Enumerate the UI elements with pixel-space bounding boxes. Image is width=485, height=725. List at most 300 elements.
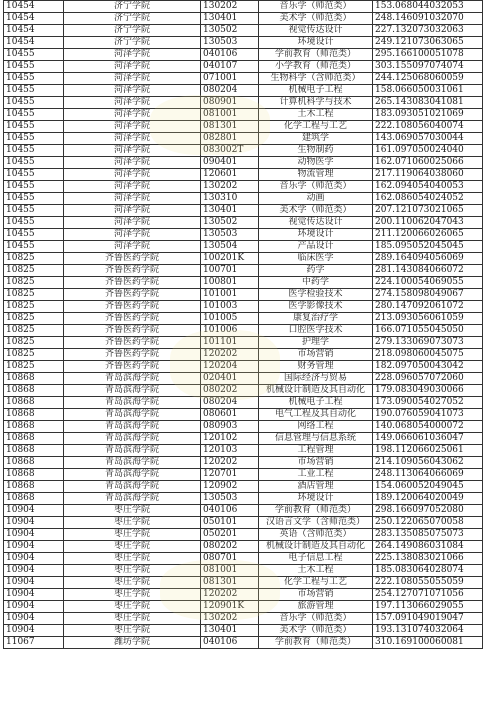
- major-code: 120901K: [201, 601, 259, 613]
- table-row: [4, 73, 483, 85]
- major-code: 080204: [201, 85, 259, 97]
- score-value: 183.093051021069: [373, 109, 483, 121]
- major-code: 100201K: [201, 253, 259, 265]
- major-code: 040107: [201, 61, 259, 73]
- major-name: 口腔医学技术: [259, 325, 373, 337]
- school-code: 10868: [4, 457, 64, 469]
- major-name: 生物制药: [259, 145, 373, 157]
- major-name: 工程管理: [259, 445, 373, 457]
- school-code: 10455: [4, 121, 64, 133]
- score-value: 217.119064038060: [373, 169, 483, 181]
- school-name: 枣庄学院: [64, 505, 201, 517]
- school-name: 齐鲁医药学院: [64, 301, 201, 313]
- table-row: [4, 205, 483, 217]
- major-name: 市场营销: [259, 589, 373, 601]
- table-row: [4, 517, 483, 529]
- major-name: 工业工程: [259, 469, 373, 481]
- school-code: 10868: [4, 481, 64, 493]
- major-name: 物流管理: [259, 169, 373, 181]
- school-name: 青岛滨海学院: [64, 433, 201, 445]
- major-code: 081301: [201, 577, 259, 589]
- major-code: 120601: [201, 169, 259, 181]
- major-code: 130503: [201, 493, 259, 505]
- table-row: [4, 145, 483, 157]
- table-row: [4, 361, 483, 373]
- school-code: 10455: [4, 157, 64, 169]
- score-value: 279.133069073073: [373, 337, 483, 349]
- score-value: 189.120064020049: [373, 493, 483, 505]
- school-name: 济宁学院: [64, 37, 201, 49]
- school-name: 菏泽学院: [64, 181, 201, 193]
- school-name: 济宁学院: [64, 1, 201, 13]
- major-name: 计算机科学与技术: [259, 97, 373, 109]
- school-code: 10825: [4, 325, 64, 337]
- major-code: 120103: [201, 445, 259, 457]
- major-name: 医学检验技术: [259, 289, 373, 301]
- table-row: [4, 241, 483, 253]
- major-code: 090401: [201, 157, 259, 169]
- major-name: 视觉传达设计: [259, 25, 373, 37]
- school-code: 10455: [4, 97, 64, 109]
- school-code: 10455: [4, 193, 64, 205]
- major-code: 080701: [201, 553, 259, 565]
- school-code: 10904: [4, 565, 64, 577]
- school-name: 枣庄学院: [64, 541, 201, 553]
- major-name: 信息管理与信息系统: [259, 433, 373, 445]
- major-code: 080901: [201, 97, 259, 109]
- score-value: 161.097050024040: [373, 145, 483, 157]
- school-code: 10825: [4, 301, 64, 313]
- major-code: 081001: [201, 565, 259, 577]
- table-row: [4, 601, 483, 613]
- school-name: 齐鲁医药学院: [64, 361, 201, 373]
- major-code: 101005: [201, 313, 259, 325]
- table-row: [4, 13, 483, 25]
- table-row: [4, 277, 483, 289]
- table-row: [4, 121, 483, 133]
- school-name: 菏泽学院: [64, 133, 201, 145]
- major-name: 建筑学: [259, 133, 373, 145]
- major-name: 临床医学: [259, 253, 373, 265]
- major-name: 音乐学（师范类）: [259, 1, 373, 13]
- score-value: 214.109056043062: [373, 457, 483, 469]
- score-value: 197.113066029055: [373, 601, 483, 613]
- school-code: 10455: [4, 133, 64, 145]
- school-name: 菏泽学院: [64, 73, 201, 85]
- major-code: 101001: [201, 289, 259, 301]
- school-code: 10454: [4, 13, 64, 25]
- score-value: 310.169100060081: [373, 637, 483, 649]
- score-value: 154.060052049045: [373, 481, 483, 493]
- score-value: 303.155097074074: [373, 61, 483, 73]
- table-row: [4, 349, 483, 361]
- table-row: [4, 49, 483, 61]
- major-code: 120202: [201, 589, 259, 601]
- school-code: 10904: [4, 541, 64, 553]
- major-name: 机械电子工程: [259, 397, 373, 409]
- score-value: 211.120066026065: [373, 229, 483, 241]
- major-name: 动物医学: [259, 157, 373, 169]
- major-name: 医学影像技术: [259, 301, 373, 313]
- score-value: 166.071055045050: [373, 325, 483, 337]
- major-name: 环境设计: [259, 493, 373, 505]
- admission-table-container: [3, 0, 482, 649]
- score-value: 190.076059041073: [373, 409, 483, 421]
- school-code: 10868: [4, 385, 64, 397]
- score-value: 207.121073021065: [373, 205, 483, 217]
- table-row: [4, 397, 483, 409]
- major-code: 080204: [201, 397, 259, 409]
- table-row: [4, 637, 483, 649]
- table-row: [4, 313, 483, 325]
- major-name: 学前教育（师范类）: [259, 505, 373, 517]
- score-value: 274.158098049067: [373, 289, 483, 301]
- school-code: 10455: [4, 241, 64, 253]
- score-value: 250.122065070058: [373, 517, 483, 529]
- school-name: 青岛滨海学院: [64, 457, 201, 469]
- major-code: 050201: [201, 529, 259, 541]
- score-value: 157.091049019047: [373, 613, 483, 625]
- score-value: 283.135085075073: [373, 529, 483, 541]
- school-code: 10825: [4, 349, 64, 361]
- major-code: 130502: [201, 217, 259, 229]
- major-name: 市场营销: [259, 349, 373, 361]
- major-name: 音乐学（师范类）: [259, 613, 373, 625]
- table-row: [4, 613, 483, 625]
- major-code: 130504: [201, 241, 259, 253]
- major-name: 英语（含师范类）: [259, 529, 373, 541]
- major-code: 050101: [201, 517, 259, 529]
- school-name: 青岛滨海学院: [64, 385, 201, 397]
- score-value: 162.071060025066: [373, 157, 483, 169]
- major-code: 130503: [201, 229, 259, 241]
- school-code: 10455: [4, 169, 64, 181]
- major-code: 130401: [201, 205, 259, 217]
- table-row: [4, 565, 483, 577]
- major-name: 中药学: [259, 277, 373, 289]
- school-code: 10904: [4, 589, 64, 601]
- score-value: 295.166100051078: [373, 49, 483, 61]
- school-code: 10455: [4, 85, 64, 97]
- table-row: [4, 229, 483, 241]
- major-code: 130401: [201, 13, 259, 25]
- major-name: 机械设计制造及其自动化: [259, 385, 373, 397]
- table-row: [4, 373, 483, 385]
- table-row: [4, 505, 483, 517]
- school-code: 10904: [4, 625, 64, 637]
- major-code: 120202: [201, 349, 259, 361]
- school-code: 10904: [4, 517, 64, 529]
- score-value: 227.132073032063: [373, 25, 483, 37]
- school-name: 齐鲁医药学院: [64, 253, 201, 265]
- school-name: 枣庄学院: [64, 613, 201, 625]
- score-value: 228.096057072060: [373, 373, 483, 385]
- score-value: 162.094054040053: [373, 181, 483, 193]
- major-name: 国际经济与贸易: [259, 373, 373, 385]
- major-name: 化学工程与工艺: [259, 577, 373, 589]
- score-value: 185.083064028074: [373, 565, 483, 577]
- score-value: 225.138083021066: [373, 553, 483, 565]
- school-code: 10454: [4, 25, 64, 37]
- school-code: 10825: [4, 265, 64, 277]
- score-value: 289.164094056069: [373, 253, 483, 265]
- score-value: 173.090054027052: [373, 397, 483, 409]
- major-name: 药学: [259, 265, 373, 277]
- school-code: 10454: [4, 37, 64, 49]
- major-code: 120204: [201, 361, 259, 373]
- school-code: 10904: [4, 505, 64, 517]
- school-code: 10455: [4, 229, 64, 241]
- table-row: [4, 529, 483, 541]
- school-name: 济宁学院: [64, 25, 201, 37]
- school-name: 青岛滨海学院: [64, 481, 201, 493]
- school-code: 10904: [4, 577, 64, 589]
- table-row: [4, 493, 483, 505]
- table-row: [4, 181, 483, 193]
- major-name: 环境设计: [259, 37, 373, 49]
- table-row: [4, 97, 483, 109]
- major-code: 082801: [201, 133, 259, 145]
- school-name: 齐鲁医药学院: [64, 325, 201, 337]
- school-name: 菏泽学院: [64, 61, 201, 73]
- score-value: 179.083049030066: [373, 385, 483, 397]
- major-name: 财务管理: [259, 361, 373, 373]
- table-row: [4, 337, 483, 349]
- score-value: 248.146091032070: [373, 13, 483, 25]
- table-row: [4, 433, 483, 445]
- table-row: [4, 289, 483, 301]
- school-code: 10455: [4, 217, 64, 229]
- school-code: 10904: [4, 613, 64, 625]
- table-row: [4, 577, 483, 589]
- major-name: 康复治疗学: [259, 313, 373, 325]
- score-value: 298.166097052080: [373, 505, 483, 517]
- major-name: 电气工程及其自动化: [259, 409, 373, 421]
- school-code: 10825: [4, 277, 64, 289]
- major-name: 视觉传达设计: [259, 217, 373, 229]
- school-name: 菏泽学院: [64, 217, 201, 229]
- school-code: 10904: [4, 553, 64, 565]
- major-code: 130310: [201, 193, 259, 205]
- table-row: [4, 265, 483, 277]
- table-row: [4, 589, 483, 601]
- school-name: 齐鲁医药学院: [64, 337, 201, 349]
- school-code: 10455: [4, 181, 64, 193]
- score-value: 254.127071071056: [373, 589, 483, 601]
- school-name: 枣庄学院: [64, 553, 201, 565]
- score-value: 158.066050031061: [373, 85, 483, 97]
- table-row: [4, 301, 483, 313]
- major-name: 美术学（师范类）: [259, 205, 373, 217]
- school-code: 10868: [4, 409, 64, 421]
- major-name: 机械设计制造及其自动化: [259, 541, 373, 553]
- school-name: 菏泽学院: [64, 241, 201, 253]
- major-code: 101101: [201, 337, 259, 349]
- score-value: 149.066061036047: [373, 433, 483, 445]
- school-code: 10868: [4, 493, 64, 505]
- school-name: 枣庄学院: [64, 517, 201, 529]
- school-name: 枣庄学院: [64, 577, 201, 589]
- school-name: 菏泽学院: [64, 97, 201, 109]
- table-row: [4, 85, 483, 97]
- school-code: 10825: [4, 361, 64, 373]
- score-value: 248.113064066069: [373, 469, 483, 481]
- school-name: 青岛滨海学院: [64, 445, 201, 457]
- school-code: 10868: [4, 469, 64, 481]
- major-code: 080903: [201, 421, 259, 433]
- school-code: 10868: [4, 421, 64, 433]
- major-name: 市场营销: [259, 457, 373, 469]
- major-name: 电子信息工程: [259, 553, 373, 565]
- major-name: 汉语言文学（含师范类）: [259, 517, 373, 529]
- major-code: 080601: [201, 409, 259, 421]
- table-row: [4, 385, 483, 397]
- school-name: 青岛滨海学院: [64, 421, 201, 433]
- score-value: 281.143084066072: [373, 265, 483, 277]
- table-row: [4, 25, 483, 37]
- score-value: 140.068054000072: [373, 421, 483, 433]
- school-name: 齐鲁医药学院: [64, 313, 201, 325]
- table-row: [4, 481, 483, 493]
- school-name: 菏泽学院: [64, 193, 201, 205]
- school-name: 菏泽学院: [64, 205, 201, 217]
- school-name: 菏泽学院: [64, 157, 201, 169]
- table-row: [4, 169, 483, 181]
- school-code: 10868: [4, 373, 64, 385]
- school-code: 10455: [4, 61, 64, 73]
- score-value: 143.069057030044: [373, 133, 483, 145]
- table-row: [4, 61, 483, 73]
- major-code: 120202: [201, 457, 259, 469]
- school-name: 枣庄学院: [64, 529, 201, 541]
- score-value: 193.131074032064: [373, 625, 483, 637]
- major-name: 化学工程与工艺: [259, 121, 373, 133]
- table-row: [4, 37, 483, 49]
- school-name: 齐鲁医药学院: [64, 349, 201, 361]
- score-value: 244.125068060059: [373, 73, 483, 85]
- school-code: 10825: [4, 253, 64, 265]
- table-row: [4, 445, 483, 457]
- major-code: 120902: [201, 481, 259, 493]
- major-name: 学前教育（师范类）: [259, 637, 373, 649]
- major-code: 100701: [201, 265, 259, 277]
- major-name: 动画: [259, 193, 373, 205]
- major-code: 130202: [201, 181, 259, 193]
- major-name: 机械电子工程: [259, 85, 373, 97]
- major-name: 护理学: [259, 337, 373, 349]
- school-code: 10455: [4, 49, 64, 61]
- score-value: 280.147092061072: [373, 301, 483, 313]
- school-code: 10455: [4, 73, 64, 85]
- score-value: 218.098060045075: [373, 349, 483, 361]
- score-value: 200.110062047043: [373, 217, 483, 229]
- table-row: [4, 553, 483, 565]
- score-value: 265.143083041081: [373, 97, 483, 109]
- table-row: [4, 1, 483, 13]
- major-name: 生物科学（含师范类）: [259, 73, 373, 85]
- score-value: 185.095052045045: [373, 241, 483, 253]
- table-row: [4, 217, 483, 229]
- school-name: 枣庄学院: [64, 565, 201, 577]
- school-name: 菏泽学院: [64, 109, 201, 121]
- table-row: [4, 457, 483, 469]
- table-row: [4, 253, 483, 265]
- table-row: [4, 421, 483, 433]
- major-code: 130202: [201, 1, 259, 13]
- score-value: 264.149086031084: [373, 541, 483, 553]
- major-name: 音乐学（师范类）: [259, 181, 373, 193]
- score-value: 222.108056040074: [373, 121, 483, 133]
- major-code: 100801: [201, 277, 259, 289]
- major-code: 130401: [201, 625, 259, 637]
- score-value: 153.068044032053: [373, 1, 483, 13]
- score-value: 222.108055055059: [373, 577, 483, 589]
- major-name: 酒店管理: [259, 481, 373, 493]
- school-code: 10904: [4, 601, 64, 613]
- school-code: 10868: [4, 397, 64, 409]
- major-name: 产品设计: [259, 241, 373, 253]
- school-code: 10455: [4, 145, 64, 157]
- score-value: 198.112066025061: [373, 445, 483, 457]
- school-code: 10868: [4, 445, 64, 457]
- major-code: 081001: [201, 109, 259, 121]
- major-name: 美术学（师范类）: [259, 13, 373, 25]
- major-name: 小学教育（师范类）: [259, 61, 373, 73]
- major-code: 130502: [201, 25, 259, 37]
- table-row: [4, 541, 483, 553]
- major-code: 040106: [201, 505, 259, 517]
- major-name: 网络工程: [259, 421, 373, 433]
- school-code: 10825: [4, 337, 64, 349]
- major-code: 101006: [201, 325, 259, 337]
- school-code: 10868: [4, 433, 64, 445]
- major-code: 101003: [201, 301, 259, 313]
- score-value: 182.097050043042: [373, 361, 483, 373]
- school-name: 枣庄学院: [64, 589, 201, 601]
- school-name: 菏泽学院: [64, 49, 201, 61]
- major-name: 土木工程: [259, 109, 373, 121]
- major-code: 080202: [201, 541, 259, 553]
- major-code: 020401: [201, 373, 259, 385]
- school-name: 青岛滨海学院: [64, 373, 201, 385]
- table-body: [4, 1, 483, 649]
- major-code: 120701: [201, 469, 259, 481]
- major-name: 土木工程: [259, 565, 373, 577]
- school-code: 10904: [4, 529, 64, 541]
- school-code: 10825: [4, 289, 64, 301]
- major-name: 旅游管理: [259, 601, 373, 613]
- school-code: 10455: [4, 109, 64, 121]
- major-code: 130503: [201, 37, 259, 49]
- school-name: 济宁学院: [64, 13, 201, 25]
- school-name: 齐鲁医药学院: [64, 277, 201, 289]
- school-name: 菏泽学院: [64, 121, 201, 133]
- admission-score-table: [3, 0, 483, 649]
- school-name: 齐鲁医药学院: [64, 265, 201, 277]
- table-row: [4, 625, 483, 637]
- major-code: 083002T: [201, 145, 259, 157]
- major-code: 040106: [201, 49, 259, 61]
- score-value: 213.093056061059: [373, 313, 483, 325]
- school-name: 青岛滨海学院: [64, 397, 201, 409]
- school-code: 10454: [4, 1, 64, 13]
- score-value: 224.100054069055: [373, 277, 483, 289]
- major-code: 080202: [201, 385, 259, 397]
- school-name: 青岛滨海学院: [64, 493, 201, 505]
- school-code: 10455: [4, 205, 64, 217]
- major-code: 120102: [201, 433, 259, 445]
- table-row: [4, 409, 483, 421]
